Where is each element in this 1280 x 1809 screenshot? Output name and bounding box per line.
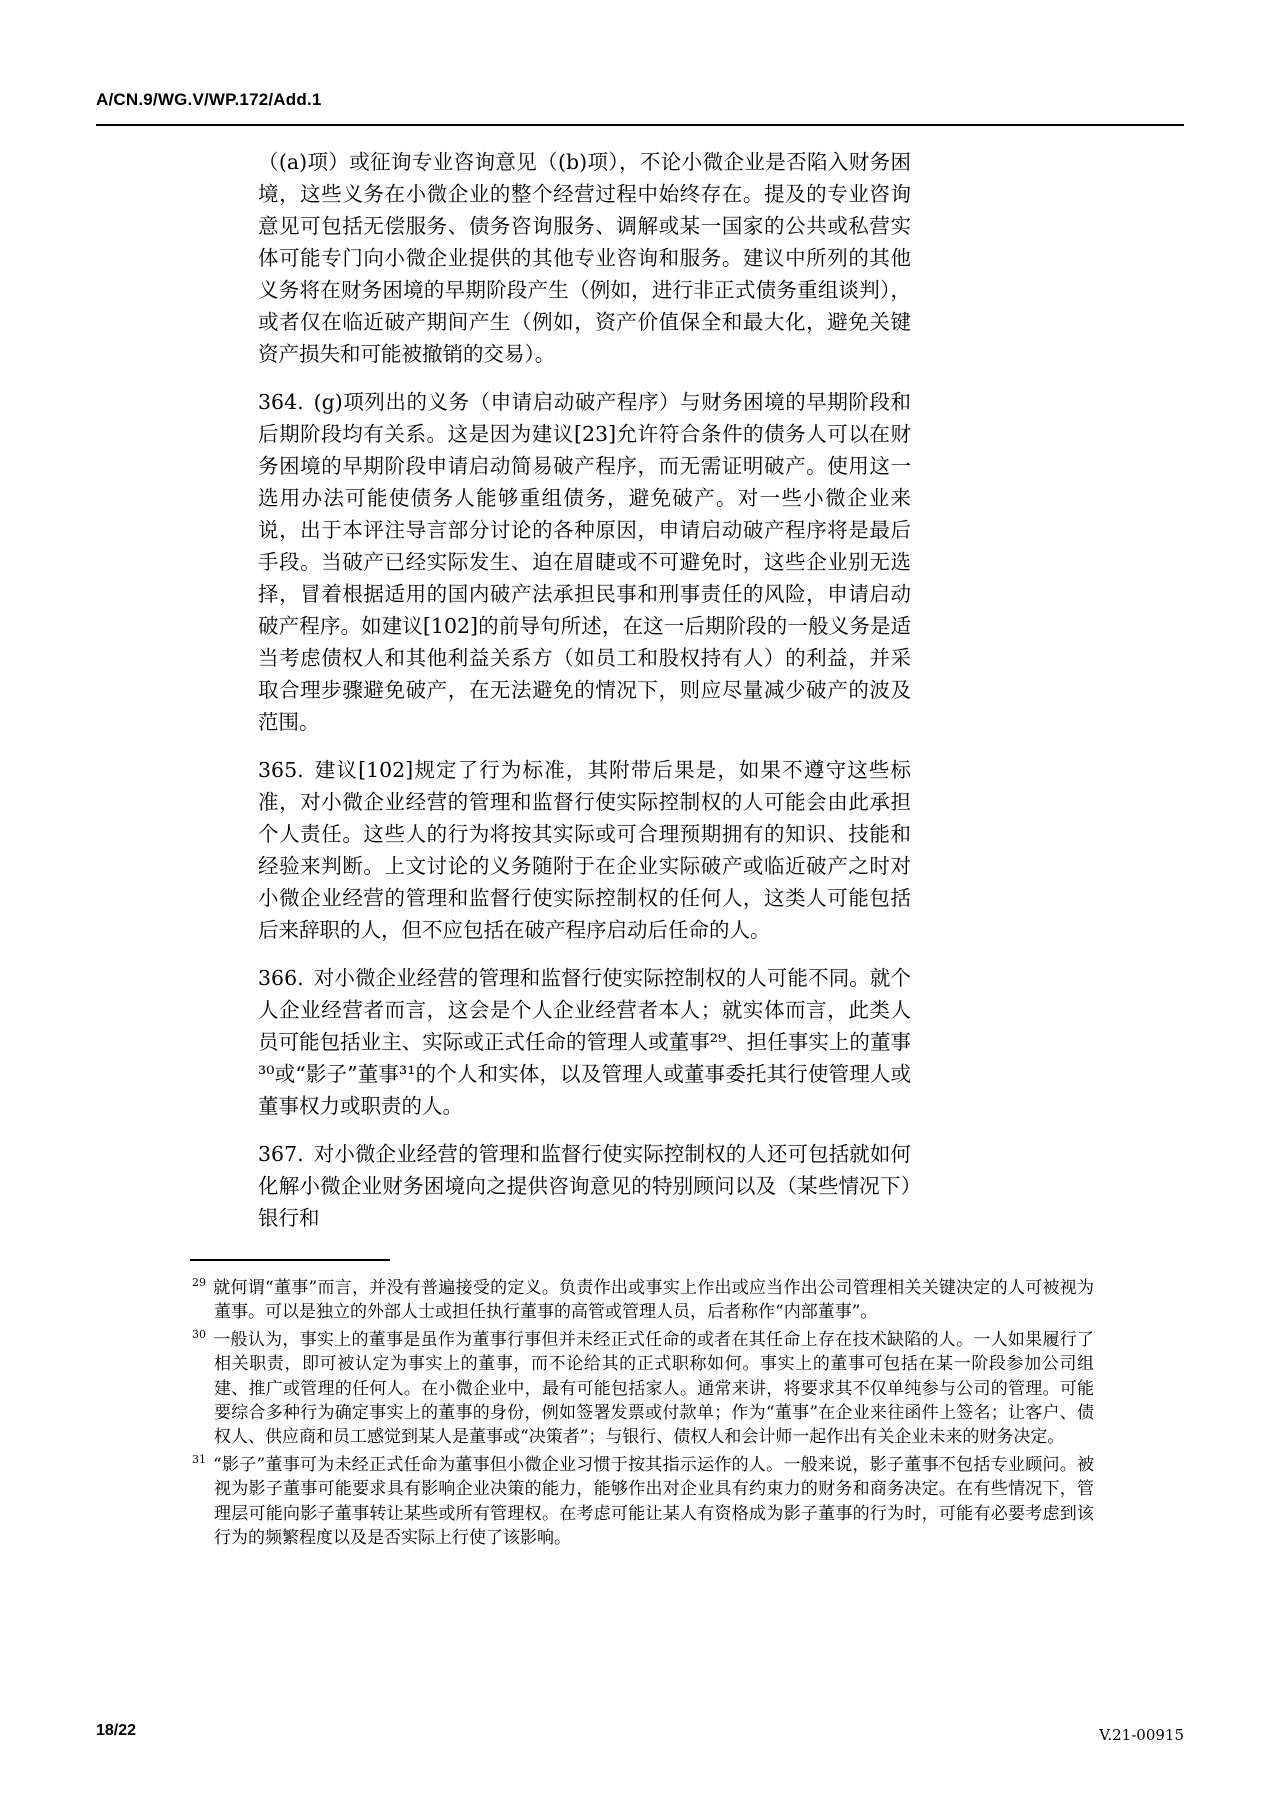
footnote-separator (190, 1259, 390, 1261)
paragraph-text: (g)项列出的义务（申请启动破产程序）与财务困境的早期阶段和后期阶段均有关系。这是因为建议[23]允许符合条件的债务人可以在财务困境的早期阶段申请启动简易破产程序，而无需证明破产。使用这一选用办法可能使债务人能够重组债务，避免破产。对一些小微企业来说，出于本评注导言部分讨论的各种原因，申请启动破产程序将是最后手段。当破产已经实际发生、迫在眉睫或不可避免时，这些企业别无选择，冒着根据适用的国内破产法承担民事和刑事责任的风险，申请启动破产程序。如建议[102]的前导句所述，在这一后期阶段的一般义务是适当考虑债权人和其他利益关系方（如员工和股权持有人）的利益，并采取合理步骤避免破产，在无法避免的情况下，则应尽量减少破产的波及范围。 (258, 390, 911, 734)
document-symbol: A/CN.9/WG.V/WP.172/Add.1 (96, 90, 322, 109)
paragraph-364 (258, 386, 911, 738)
footnote-31 (192, 1453, 1094, 1551)
paragraph-text: 对小微企业经营的管理和监督行使实际控制权的人还可包括就如何化解小微企业财务困境向之提供咨询意见的特别顾问以及（某些情况下）银行和 (258, 1142, 911, 1230)
document-id: V.21-00915 (1099, 1726, 1184, 1744)
paragraph-366 (258, 962, 911, 1122)
paragraph-number: 365. (258, 758, 304, 782)
paragraph-continuation (258, 146, 911, 370)
footnotes-section (192, 1276, 1094, 1553)
footnote-30 (192, 1328, 1094, 1450)
footnote-text: 一般认为，事实上的董事是虽作为董事行事但并未经正式任命的或者在其任命上存在技术缺陷的人。一人如果履行了相关职责，即可被认定为事实上的董事，而不论给其的正式职称如何。事实上的董事可包括在某一阶段参加公司组建、推广或管理的任何人。在小微企业中，最有可能包括家人。通常来讲，将要求其不仅单纯参与公司的管理。可能要综合多种行为确定事实上的董事的身份，例如签署发票或付款单；作为“董事”在企业来往函件上签名；让客户、债权人、供应商和员工感觉到某人是董事或“决策者”；与银行、债权人和会计师一起作出有关企业未来的财务决定。 (213, 1329, 1094, 1448)
page-number: 18/22 (96, 1722, 137, 1739)
footnote-number: 29 (192, 1276, 206, 1290)
paragraph-text: （(a)项）或征询专业咨询意见（(b)项），不论小微企业是否陷入财务困境，这些义务在小微企业的整个经营过程中始终存在。提及的专业咨询意见可包括无偿服务、债务咨询服务、调解或某一国家的公共或私营实体可能专门向小微企业提供的其他专业咨询和服务。建议中所列的其他义务将在财务困境的早期阶段产生（例如，进行非正式债务重组谈判），或者仅在临近破产期间产生（例如，资产价值保全和最大化，避免关键资产损失和可能被撤销的交易）。 (258, 150, 911, 366)
document-body (258, 146, 911, 1234)
footnote-number: 31 (192, 1453, 206, 1467)
paragraph-number: 366. (258, 966, 304, 990)
footnote-text: “影子”董事可为未经正式任命为董事但小微企业习惯于按其指示运作的人。一般来说，影子董事不包括专业顾问。被视为影子董事可能要求具有影响企业决策的能力，能够作出对企业具有约束力的财务和商务决定。在有些情况下，管理层可能向影子董事转让某些或所有管理权。在考虑可能让某人有资格成为影子董事的行为时，可能有必要考虑到该行为的频繁程度以及是否实际上行使了该影响。 (213, 1454, 1094, 1549)
footnote-text: 就何谓“董事”而言，并没有普遍接受的定义。负责作出或事实上作出或应当作出公司管理相关关键决定的人可被视为董事。可以是独立的外部人士或担任执行董事的高管或管理人员，后者称作“内部董事”。 (213, 1278, 1094, 1323)
paragraph-number: 367. (258, 1142, 304, 1166)
paragraph-367 (258, 1138, 911, 1234)
footnote-number: 30 (192, 1328, 206, 1342)
header-rule (96, 124, 1184, 126)
paragraph-text: 对小微企业经营的管理和监督行使实际控制权的人可能不同。就个人企业经营者而言，这会是个人企业经营者本人；就实体而言，此类人员可能包括业主、实际或正式任命的管理人或董事²⁹、担任事实上的董事³⁰或“影子”董事³¹的个人和实体，以及管理人或董事委托其行使管理人或董事权力或职责的人。 (258, 966, 911, 1118)
paragraph-365 (258, 754, 911, 946)
paragraph-text: 建议[102]规定了行为标准，其附带后果是，如果不遵守这些标准，对小微企业经营的管理和监督行使实际控制权的人可能会由此承担个人责任。这些人的行为将按其实际或可合理预期拥有的知识、技能和经验来判断。上文讨论的义务随附于在企业实际破产或临近破产之时对小微企业经营的管理和监督行使实际控制权的任何人，这类人可能包括后来辞职的人，但不应包括在破产程序启动后任命的人。 (258, 758, 911, 942)
footnote-29 (192, 1276, 1094, 1325)
paragraph-number: 364. (258, 390, 304, 414)
